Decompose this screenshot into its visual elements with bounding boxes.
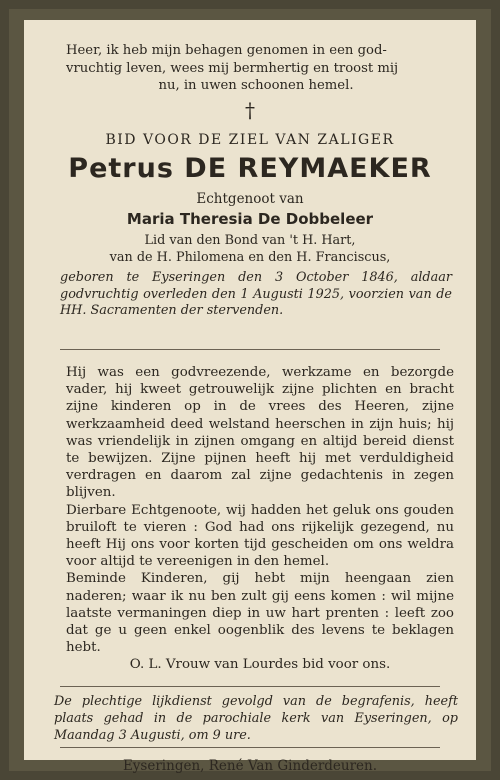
divider	[60, 747, 440, 748]
funeral-notice: De plechtige lijkdienst gevolgd van de begrafenis, heeft plaats gehad in de parochiale kerk van Eyseringen, op Maandag 3 Augusti, om 9 ure.	[54, 694, 458, 743]
memorial-card	[24, 20, 476, 774]
opening-prayer	[66, 42, 446, 95]
membership-lines	[24, 232, 476, 266]
cross-icon: †	[245, 98, 255, 122]
pray-for-soul-heading: BID VOOR DE ZIEL VAN ZALIGER	[105, 132, 395, 148]
divider	[60, 686, 440, 687]
deceased-name: Petrus DE REYMAEKER	[68, 153, 432, 184]
divider	[60, 349, 440, 350]
prayer-line: Heer, ik heb mijn behagen genomen in een god-	[66, 43, 387, 58]
membership-line: van de H. Philomena en den H. Franciscus,	[109, 250, 391, 265]
spouse-label: Echtgenoot van	[196, 191, 304, 207]
printer-credit: Eyseringen, René Van Ginderdeuren.	[122, 758, 378, 774]
prayer-line: vruchtig leven, wees mij bermhertig en troost mij	[66, 60, 399, 76]
invocation: O. L. Vrouw van Lourdes bid voor ons.	[129, 657, 391, 673]
spouse-name: Maria Theresia De Dobbeleer	[126, 210, 374, 228]
birth-death-text: geboren te Eyseringen den 3 October 1846, aldaar godvruchtig overleden den 1 Augusti 1925, voorzien van de HH. Sacramenten der stervenden.	[60, 270, 452, 318]
eulogy-paragraph: Hij was een godvreezende, werkzame en bezorgde vader, hij kweet getrouwelijk zijne plichten en bracht zijne kinderen op in de vrees des Heeren, zijne werkzaamheid deed welstand heerschen in zijn huis; hij was vriendelijk in zijnen omgang en altijd bereid dienst te bewijzen. Zijne pijnen heeft hij met verduldigheid verdragen en daarom zal zijne gedachtenis in zegen blijven.	[66, 365, 454, 501]
eulogy-paragraph: Dierbare Echtgenoote, wij hadden het geluk ons gouden bruiloft te vieren : God had ons rijkelijk gezegend, nu heeft Hij ons voor korten tijd gescheiden om ons weldra voor altijd te vereenigen in den hemel.	[66, 502, 454, 570]
eulogy-paragraph: Beminde Kinderen, gij hebt mijn heengaan zien naderen; waar ik nu ben zult gij eens komen : wil mijne laatste vermaningen diep in uw hart prenten : leeft zoo dat ge u geen enkel oogenblik des levens te beklagen hebt.	[66, 571, 454, 656]
prayer-line: nu, in uwen schoonen hemel.	[158, 78, 354, 93]
eulogy-text	[66, 364, 454, 674]
membership-line: Lid van den Bond van 't H. Hart,	[144, 233, 356, 248]
